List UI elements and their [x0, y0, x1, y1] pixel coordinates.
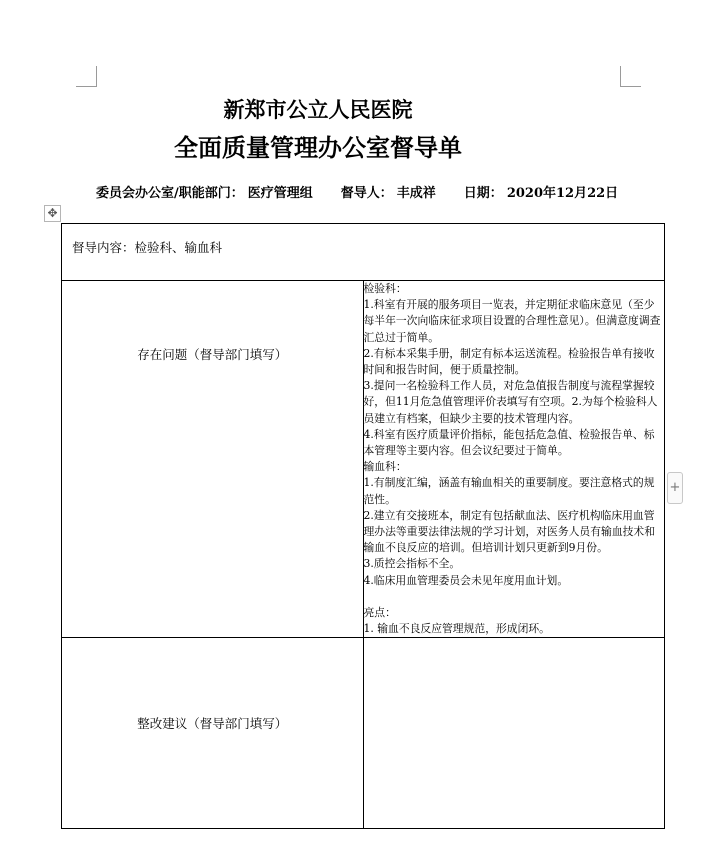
issue-line: 2.有标本采集手册，制定有标本运送流程。检验报告单有接收时间和报告时间，便于质量控制。 — [363, 346, 655, 377]
issue-line: 1.科室有开展的服务项目一览表，并定期征求临床意见（至少每半年一次向临床征求项目设置的合理性意见）。但满意度调查汇总过于简单。 — [363, 298, 661, 344]
issues-content-cell[interactable] — [363, 281, 665, 638]
department-label: 委员会办公室/职能部门： — [96, 186, 244, 201]
issues-label: 存在问题（督导部门填写） — [137, 347, 288, 362]
issue-line: 3.提问一名检验科工作人员，对危急值报告制度与流程掌握较好，但11月危急值管理评价表填写有空项。2.为每个检验科人员建立有档案，但缺少主要的技术管理内容。 — [363, 379, 658, 425]
move-icon[interactable]: ✥ — [44, 205, 61, 222]
hospital-name: 新郑市公立人民医院 — [223, 97, 413, 122]
meta-line — [96, 182, 622, 201]
issue-line: 2.建立有交接班本，制定有包括献血法、医疗机构临床用血管理办法等重要法律法规的学习计划，对医务人员有输血技术和输血不良反应的培训。但培训计划只更新到9月份。 — [363, 508, 656, 555]
issue-line: 4.科室有医疗质量评价指标，能包括危急值、检验报告单、标本管理等主要内容。但会议纪要过于简单。 — [363, 427, 655, 458]
page-corner-mark-top-left — [76, 66, 97, 87]
date-value: 2020年12月22日 — [506, 186, 619, 201]
issue-line: 1. 输血不良反应管理规范，形成闭环。 — [363, 622, 550, 636]
form-title: 全面质量管理办公室督导单 — [174, 133, 462, 162]
supervisor-label: 督导人： — [340, 186, 393, 201]
blank-line — [364, 589, 663, 605]
suggest-label-cell — [62, 638, 364, 829]
supervision-table — [61, 223, 665, 829]
issues-label-cell — [62, 281, 364, 638]
department-value: 医疗管理组 — [247, 186, 313, 201]
issue-line: 3.质控会指标不全。 — [363, 557, 461, 571]
suggest-content-cell[interactable] — [363, 638, 665, 829]
issue-line: 4.临床用血管理委员会未见年度用血计划。 — [363, 573, 569, 587]
supervisor-value: 丰成祥 — [396, 186, 436, 201]
issue-line: 1.有制度汇编，涵盖有输血相关的重要制度。要注意格式的规范性。 — [363, 476, 655, 506]
suggest-label: 整改建议（督导部门填写） — [137, 716, 288, 732]
date-label: 日期： — [463, 186, 503, 201]
issue-line: 输血科： — [363, 460, 407, 474]
page-corner-mark-top-right — [620, 66, 641, 87]
issue-line: 亮点： — [363, 605, 396, 619]
issue-line: 检验科： — [363, 282, 407, 295]
plus-icon[interactable]: + — [667, 472, 683, 504]
supervision-content-cell[interactable]: 督导内容：检验科、输血科 — [62, 224, 665, 281]
